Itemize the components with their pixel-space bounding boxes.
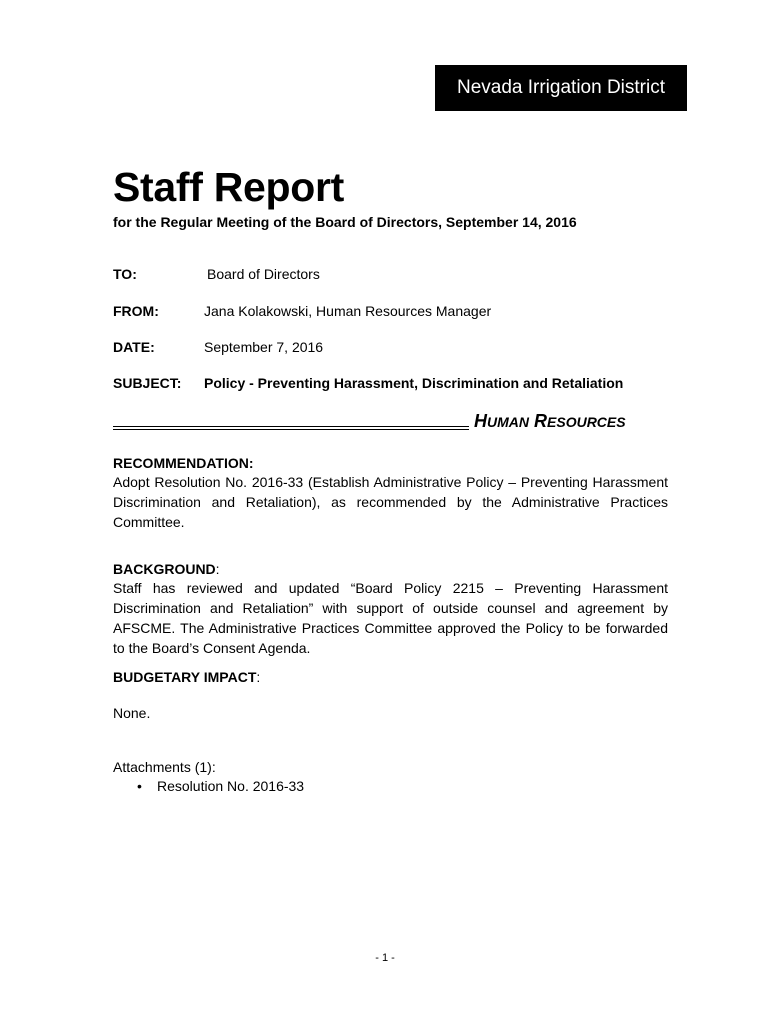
bullet-icon: • <box>137 778 142 794</box>
memo-to-value: Board of Directors <box>207 266 320 282</box>
memo-subject-label: SUBJECT: <box>113 375 182 391</box>
budgetary-heading: BUDGETARY IMPACT: <box>113 669 261 685</box>
recommendation-text: Adopt Resolution No. 2016-33 (Establish Administrative Policy – Preventing Harassment Discrimination and Retaliation), as recommended by the Administrative Practices Committee. <box>113 474 668 530</box>
memo-from-label: FROM: <box>113 303 159 319</box>
memo-subject-value: Policy - Preventing Harassment, Discrimination and Retaliation <box>204 375 624 391</box>
recommendation-heading: RECOMMENDATION: <box>113 455 254 471</box>
department-name: HUMAN RESOURCES <box>474 411 626 431</box>
department-divider <box>113 426 469 430</box>
memo-to-label: TO: <box>113 266 137 282</box>
document-subtitle: for the Regular Meeting of the Board of Directors, September 14, 2016 <box>113 214 577 230</box>
budgetary-text: None. <box>113 705 151 721</box>
attachment-item-label: Resolution No. 2016-33 <box>157 778 305 794</box>
memo-date-value: September 7, 2016 <box>204 339 324 355</box>
memo-from-value: Jana Kolakowski, Human Resources Manager <box>204 303 492 319</box>
background-heading: BACKGROUND: <box>113 561 220 577</box>
org-name-banner: Nevada Irrigation District <box>435 65 687 111</box>
background-text: Staff has reviewed and updated “Board Policy 2215 – Preventing Harassment Discrimination and Retaliation” with support of outside counsel and agreement by AFSCME. The Administrative Practices Committee approved the Policy to be forwarded to the Board’s Consent Agenda. <box>113 580 668 656</box>
document-title: Staff Report <box>113 164 345 210</box>
page-number: - 1 - <box>375 952 395 964</box>
attachments-label: Attachments (1): <box>113 759 216 775</box>
attachment-list-item <box>137 778 304 794</box>
memo-date-label: DATE: <box>113 339 155 355</box>
